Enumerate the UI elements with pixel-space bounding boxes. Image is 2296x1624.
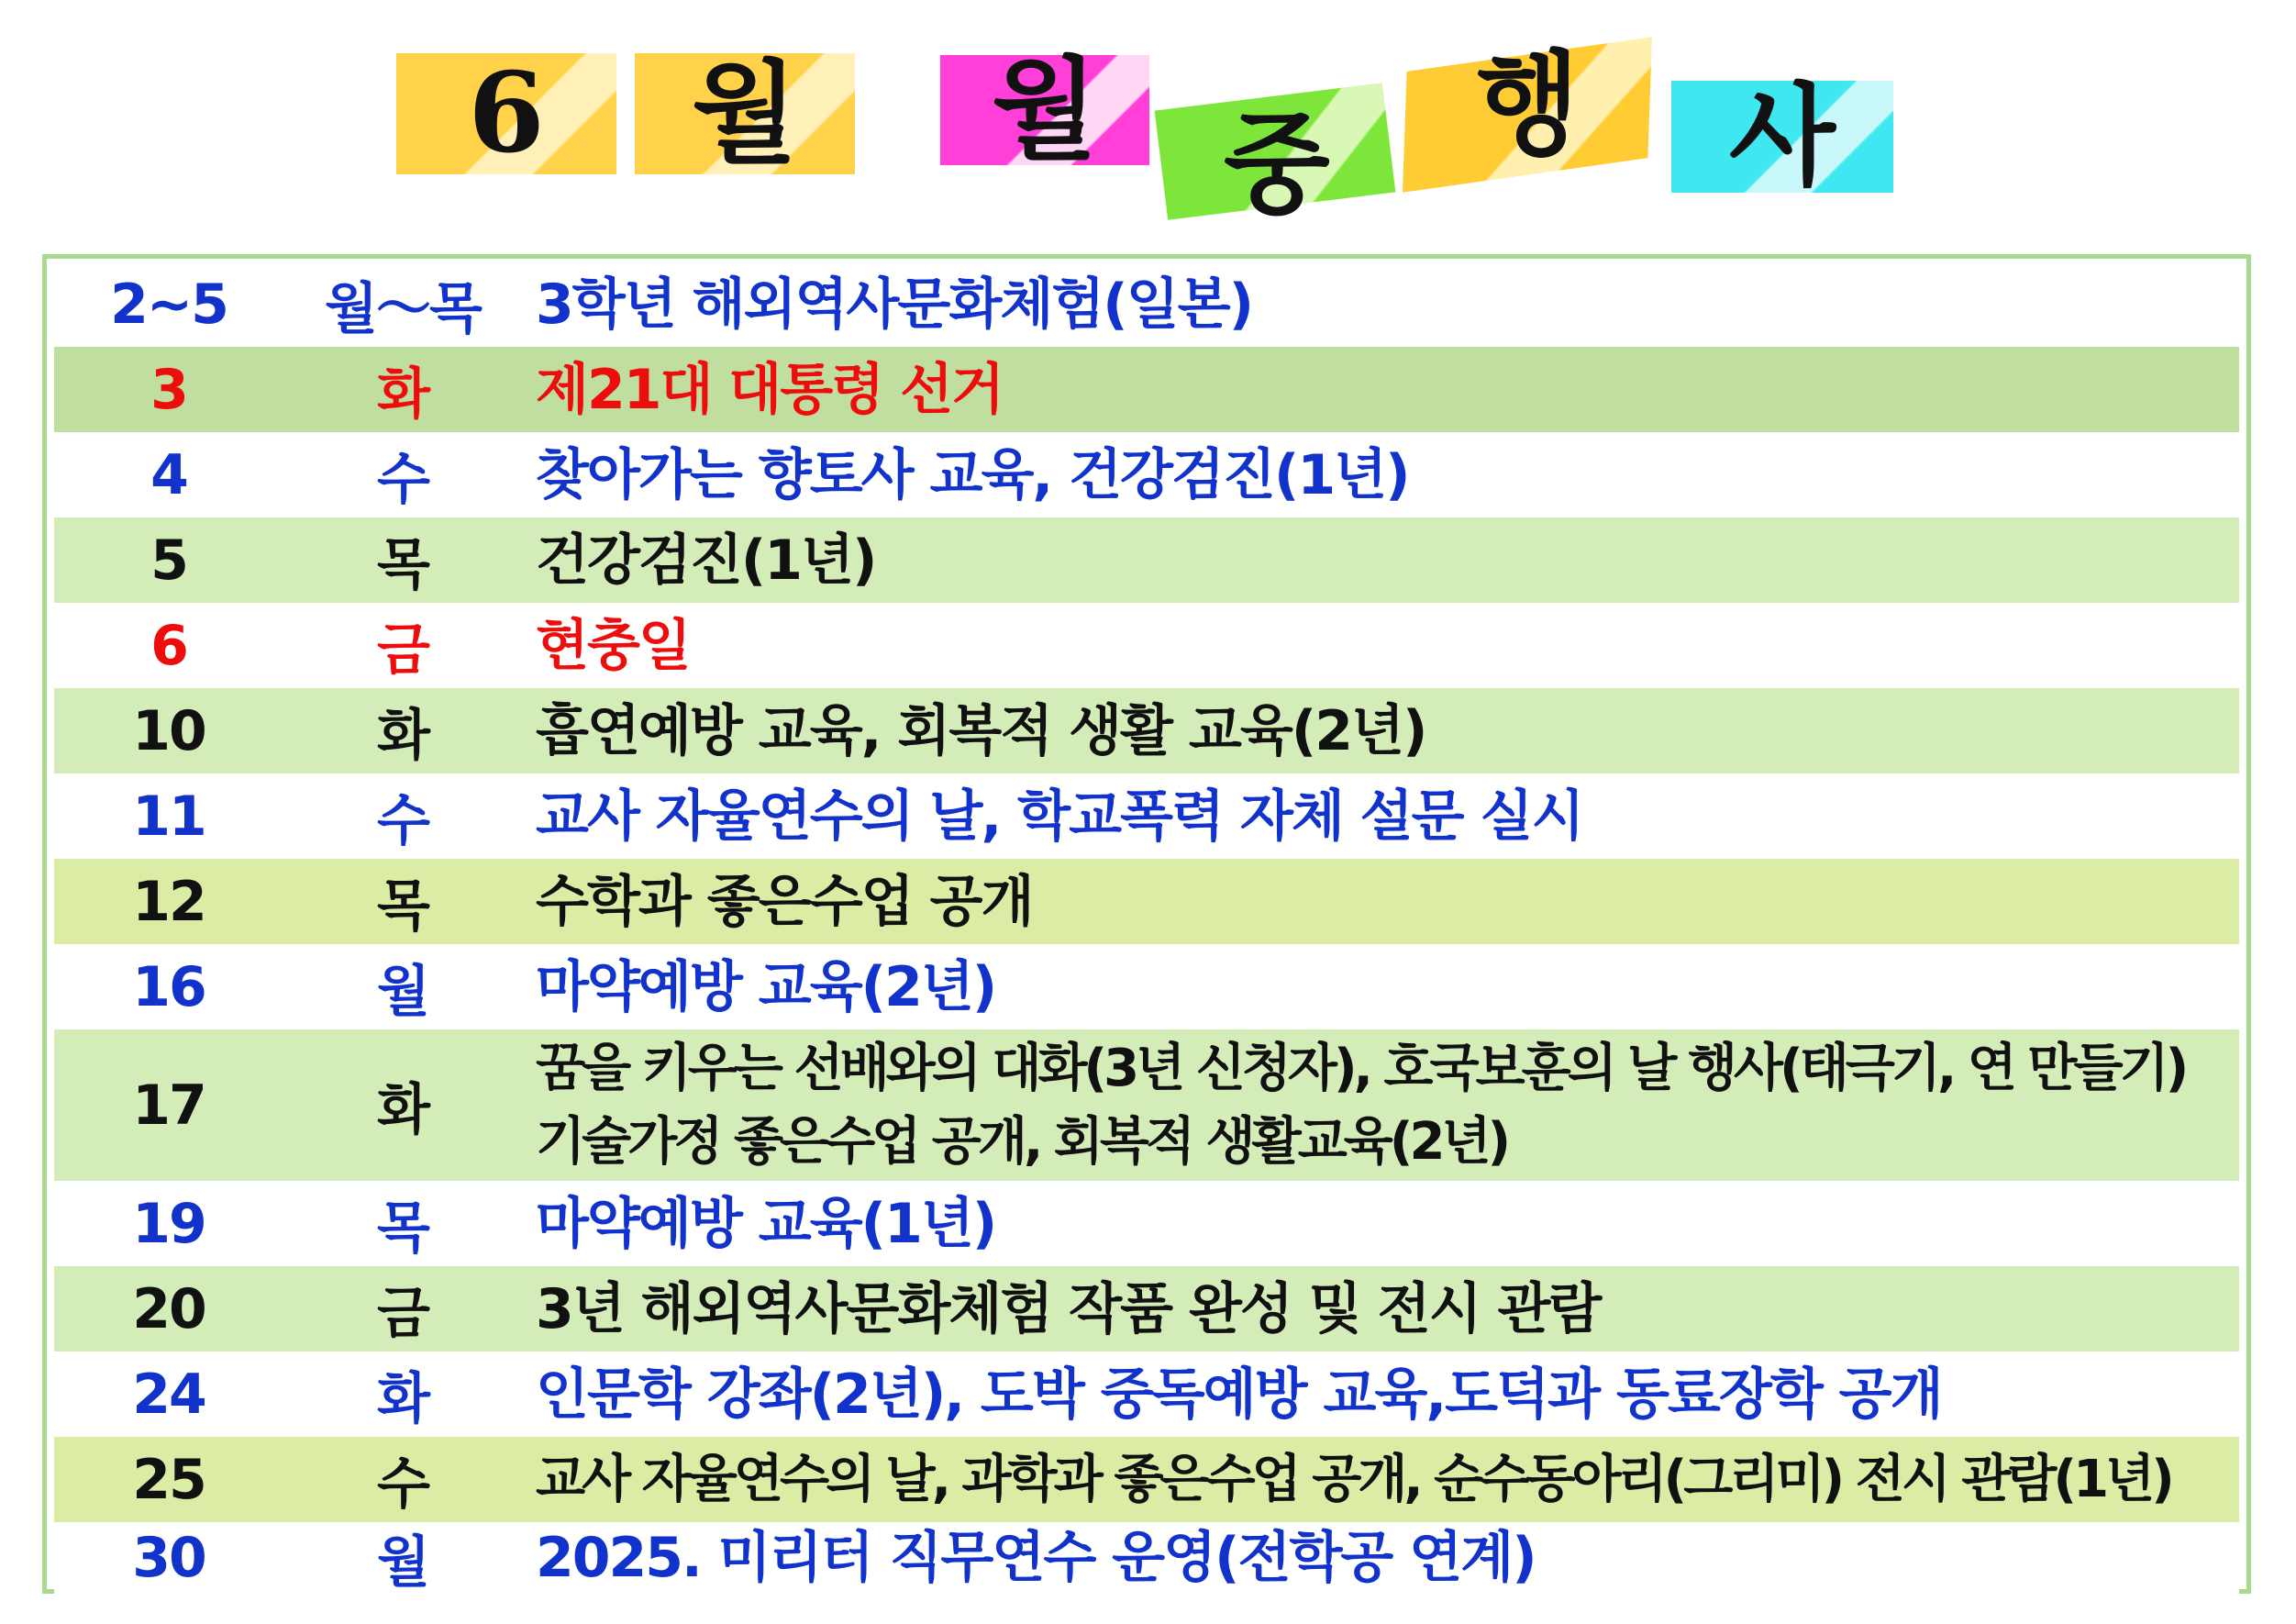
- title-tile-6: [1671, 72, 1893, 201]
- event-weekday: 금: [377, 617, 428, 683]
- table-row: [54, 1351, 2239, 1437]
- event-weekday: 화: [377, 362, 428, 427]
- event-description: [522, 523, 2239, 598]
- title-char: 행: [1475, 38, 1580, 172]
- schedule-table: [42, 254, 2251, 1594]
- event-date: 16: [132, 954, 205, 1019]
- event-weekday: 화: [377, 703, 428, 768]
- event-date: 12: [132, 869, 205, 934]
- event-weekday: 목: [377, 1196, 428, 1261]
- event-line: 흡연예방 교육, 회복적 생활 교육(2년): [536, 698, 1426, 763]
- table-row: [54, 347, 2239, 432]
- event-line: 마약예방 교육(2년): [536, 954, 996, 1019]
- event-weekday: 수: [377, 788, 428, 853]
- table-row: [54, 1181, 2239, 1266]
- table-row: [54, 261, 2239, 347]
- event-description: [522, 1272, 2239, 1347]
- event-description: [522, 1186, 2239, 1262]
- title-tile-1: [396, 49, 616, 178]
- event-weekday: 목: [377, 532, 428, 597]
- event-date: 4: [150, 442, 187, 507]
- title-char: 사: [1729, 72, 1836, 201]
- event-description: [522, 267, 2239, 342]
- event-line: 수학과 좋은수업 공개: [536, 869, 1033, 934]
- event-weekday: 월: [377, 959, 428, 1024]
- event-line: 기술가정 좋은수업 공개, 회복적 생활교육(2년): [536, 1111, 1508, 1172]
- event-description: [522, 1442, 2239, 1518]
- event-line: 마약예방 교육(1년): [536, 1191, 996, 1256]
- event-line: 3학년 해외역사문화체험(일본): [536, 272, 1252, 337]
- event-line: 3년 해외역사문화체험 작품 완성 및 전시 관람: [536, 1276, 1601, 1341]
- event-weekday: 월: [377, 1530, 428, 1595]
- table-row: [54, 603, 2239, 688]
- event-date: 20: [132, 1276, 205, 1341]
- event-description: [522, 608, 2239, 684]
- table-row: [54, 859, 2239, 944]
- title-tile-3: [940, 45, 1149, 174]
- event-description: [522, 1357, 2239, 1432]
- event-line: 교사 자율연수의 날, 학교폭력 자체 설문 실시: [536, 784, 1583, 849]
- event-weekday: 목: [377, 873, 428, 939]
- event-date: 25: [132, 1447, 205, 1512]
- event-date: 30: [132, 1526, 205, 1590]
- title-tile-2: [635, 49, 855, 178]
- event-description: [522, 779, 2239, 854]
- title-char: 중: [1223, 99, 1330, 229]
- event-date: 5: [150, 528, 187, 593]
- event-date: 17: [132, 1073, 205, 1138]
- event-description: [522, 438, 2239, 513]
- event-weekday: 수: [377, 1452, 428, 1517]
- table-row: [54, 688, 2239, 773]
- table-row: [54, 1522, 2239, 1594]
- event-description: [522, 1032, 2239, 1179]
- event-weekday: 수: [377, 447, 428, 512]
- event-line: 건강검진(1년): [536, 528, 876, 593]
- event-date: 6: [150, 613, 187, 678]
- event-line: 교사 자율연수의 날, 과학과 좋은수업 공개, 순수동아리(그리미) 전시 관람(1년): [536, 1449, 2171, 1509]
- event-date: 24: [132, 1362, 205, 1427]
- event-date: 11: [132, 784, 205, 849]
- event-date: 3: [150, 357, 187, 422]
- event-description: [522, 950, 2239, 1025]
- event-description: [522, 694, 2239, 769]
- event-line: 꿈을 키우는 선배와의 대화(3년 신청자), 호국보훈의 날 행사(태극기, 연 만들기): [536, 1038, 2186, 1098]
- table-row: [54, 1266, 2239, 1351]
- event-weekday: 금: [377, 1281, 428, 1346]
- title-char: 6: [468, 49, 545, 178]
- event-line: 현충일: [536, 613, 690, 678]
- event-weekday: 화: [377, 1077, 428, 1142]
- event-line: 찾아가는 향토사 교육, 건강검진(1년): [536, 442, 1409, 507]
- event-date: 2~5: [110, 272, 227, 337]
- event-date: 10: [132, 698, 205, 763]
- event-line: 제21대 대통령 선거: [536, 357, 1003, 422]
- table-row: [54, 1029, 2239, 1181]
- event-date: 19: [132, 1191, 205, 1256]
- table-row: [54, 517, 2239, 603]
- event-description: [522, 864, 2239, 940]
- title-tile-5: [1403, 37, 1652, 193]
- table-row: [54, 944, 2239, 1029]
- title-tile-4: [1155, 83, 1396, 229]
- page-title: [0, 0, 2296, 229]
- table-row: [54, 773, 2239, 859]
- title-char: 월: [992, 45, 1098, 174]
- event-weekday: 월～목: [325, 276, 481, 341]
- event-line: 2025. 미리터 직무연수 운영(전학공 연계): [536, 1526, 1536, 1590]
- title-char: 월: [692, 49, 798, 178]
- table-row: [54, 432, 2239, 517]
- event-line: 인문학 강좌(2년), 도박 중독예방 교육,도덕과 동료장학 공개: [536, 1362, 1942, 1427]
- event-weekday: 화: [377, 1366, 428, 1431]
- event-description: [522, 352, 2239, 428]
- event-description: [522, 1520, 2239, 1596]
- table-row: [54, 1437, 2239, 1522]
